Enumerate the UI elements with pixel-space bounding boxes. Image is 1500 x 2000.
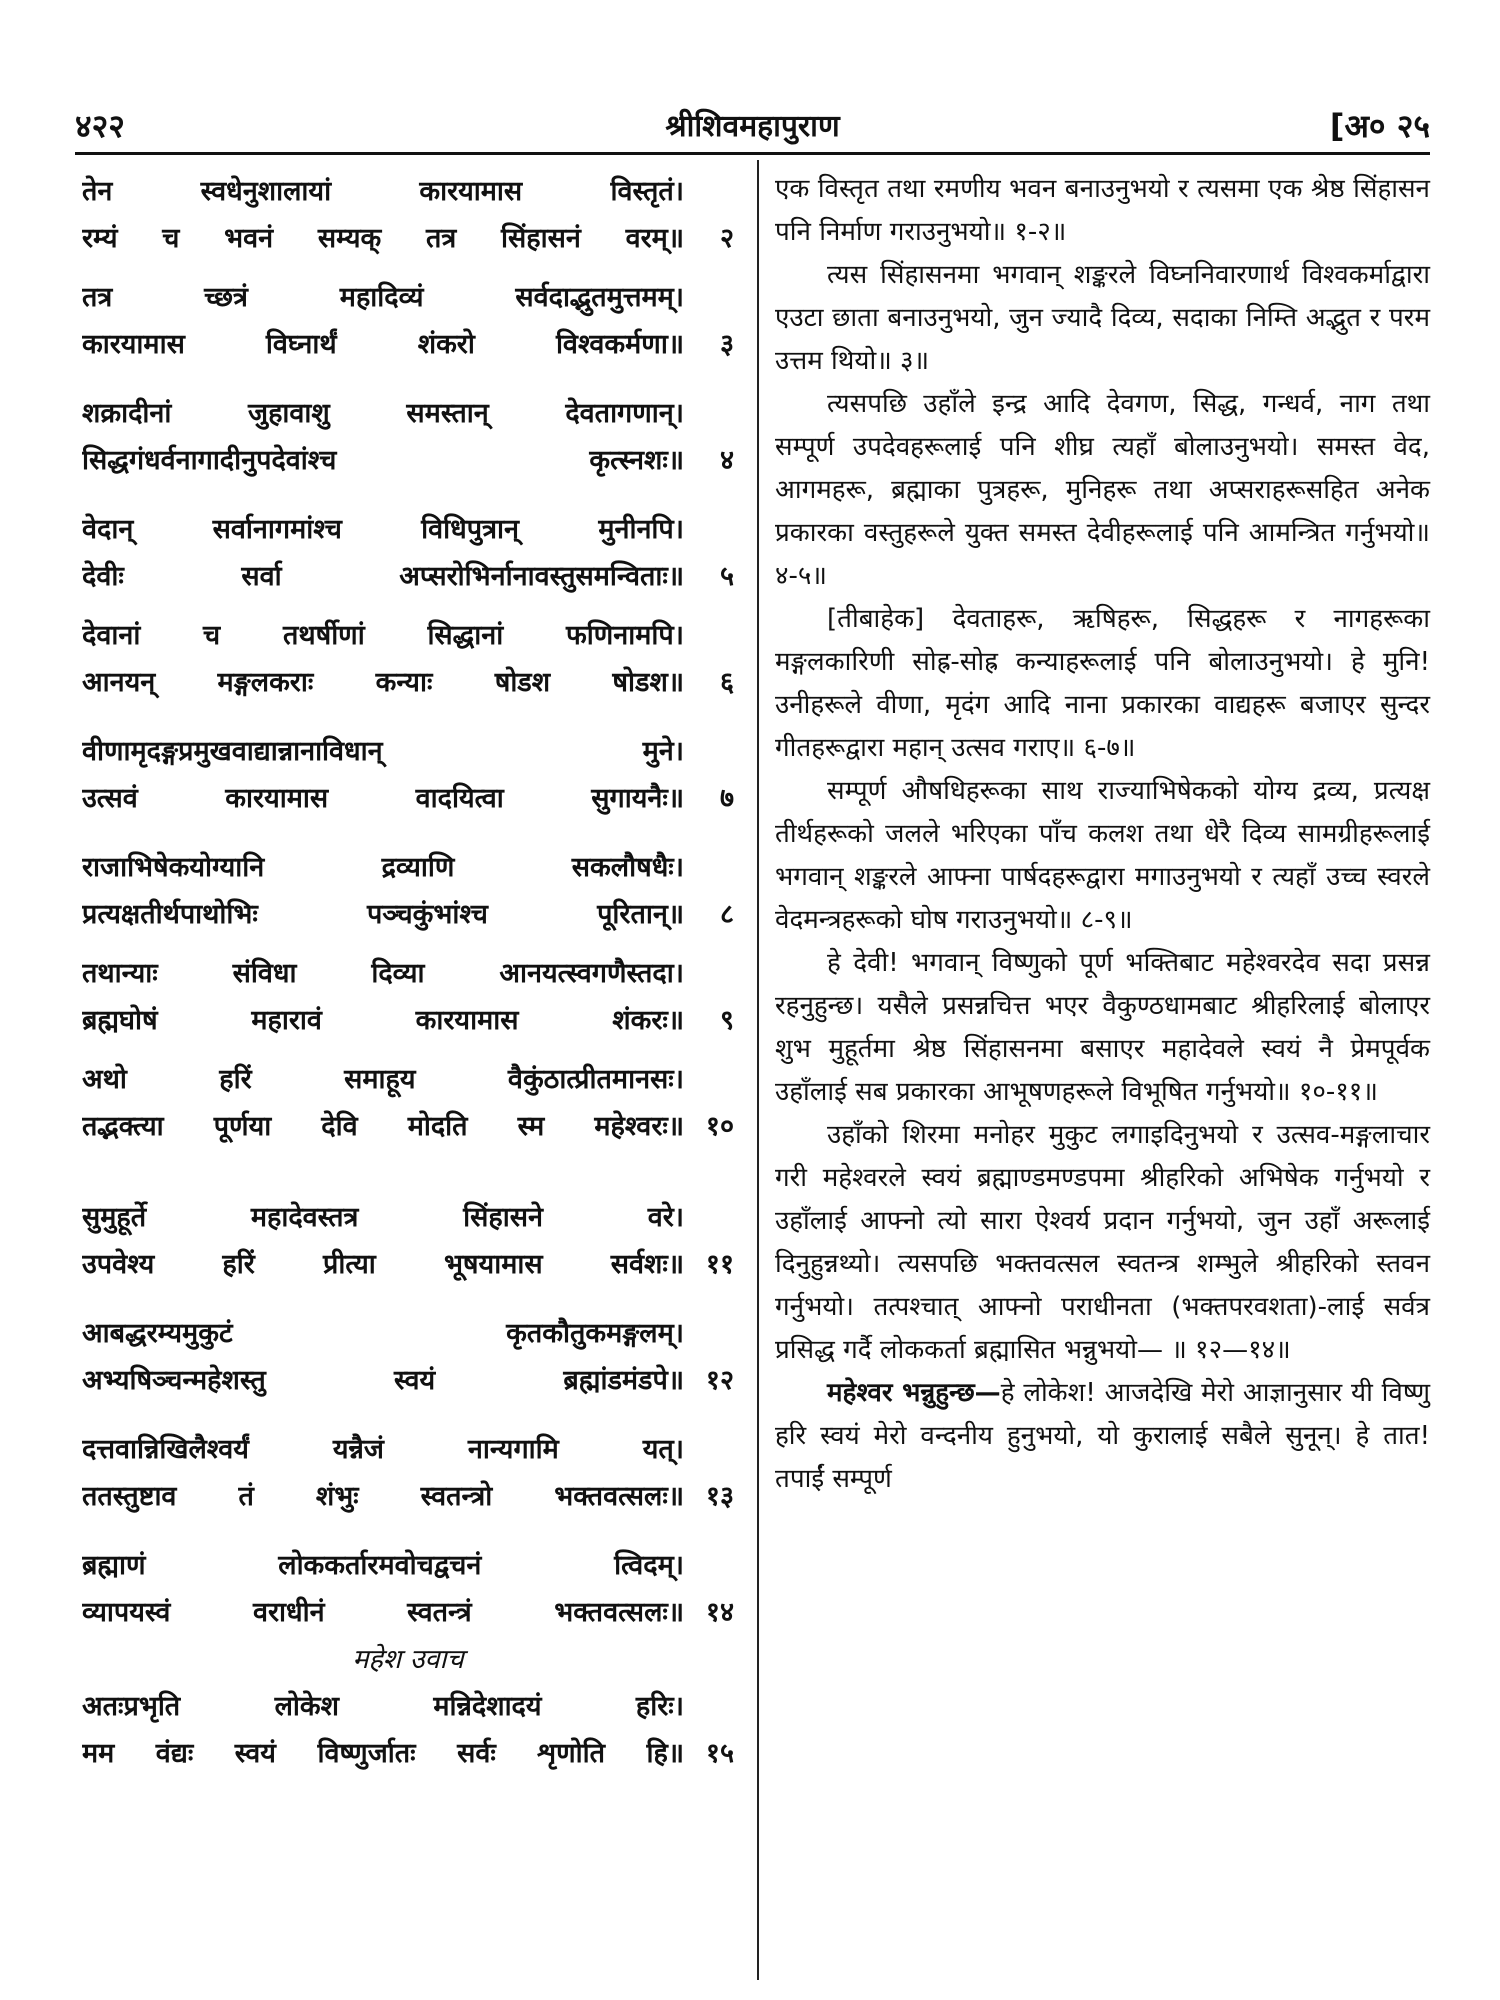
verse-number: १३ [705,1481,734,1512]
verse-line: देवानां च तथर्षीणां सिद्धानां फणिनामपि। [82,620,684,651]
verse-number: १० [705,1111,734,1142]
header-rule [75,152,1430,155]
verse-line: ब्रह्माणं लोककर्तारमवोचद्वचनं त्विदम्। [82,1550,684,1581]
verse-line: तथान्याः संविधा दिव्या आनयत्स्वगणैस्तदा। [82,958,684,989]
verse-number: २ [719,223,734,254]
page-number: ४२२ [75,107,125,145]
chapter-marker: [अ० २५ [1329,107,1430,145]
verse-6 [82,612,734,706]
translation-paragraph [775,1372,1430,1501]
verse-line: रम्यं च भवनं सम्यक् तत्र सिंहासनं वरम्॥ [82,223,684,254]
speaker-heading: महेश उवाच [352,1644,464,1675]
speaker-label: महेश्वर भन्नुहुन्छ— [827,1378,1001,1408]
verse-line: सिद्धगंधर्वनागादीनुपदेवांश्च कृत्स्नशः॥ [82,445,684,476]
verse-number: १५ [705,1738,734,1769]
verse-number: ९ [719,1005,734,1036]
column-divider [757,160,759,1980]
verse-line: उपवेश्य हरिं प्रीत्या भूषयामास सर्वशः॥ [82,1249,684,1280]
verse-line: तत्र च्छत्रं महादिव्यं सर्वदाद्भुतमुत्तमम्। [82,282,684,313]
verse-4 [82,390,734,484]
translation-paragraph: सम्पूर्ण औषधिहरूका साथ राज्याभिषेकको योग्य द्रव्य, प्रत्यक्ष तीर्थहरूको जलले भरिएका पाँच कलश तथा धेरै दिव्य सामग्रीहरूलाई भगवान् शङ्करले आफ्ना पार्षदहरूद्वारा मगाउनुभयो र त्यहाँ उच्च स्वरले वेदमन्त्रहरूको घोष गराउनुभयो॥ ८-९॥ [775,776,1430,935]
translation-paragraph: हे देवी! भगवान् विष्णुको पूर्ण भक्तिबाट महेश्वरदेव सदा प्रसन्न रहनुहुन्छ। यसैले प्रसन्नचित्त भएर वैकुण्ठधामबाट श्रीहरिलाई बोलाएर शुभ मुहूर्तमा श्रेष्ठ सिंहासनमा बसाएर महादेवले स्वयं नै प्रेमपूर्वक उहाँलाई सब प्रकारका आभूषणहरूले विभूषित गर्नुभयो॥ १०-११॥ [775,948,1430,1107]
verse-2 [82,168,734,262]
verse-7 [82,728,734,822]
verse-line: दत्तवान्निखिलैश्वर्यं यन्नैजं नान्यगामि यत्। [82,1434,684,1465]
verse-line: अतःप्रभृति लोकेश मन्निदेशादयं हरिः। [82,1691,684,1722]
verse-line: अभ्यषिञ्चन्महेशस्तु स्वयं ब्रह्मांडमंडपे॥ [82,1365,684,1396]
verse-number: ६ [719,667,734,698]
verse-line: ततस्तुष्टाव तं शंभुः स्वतन्त्रो भक्तवत्सलः॥ [82,1481,684,1512]
verse-line: मम वंद्यः स्वयं विष्णुर्जातः सर्वः शृणोति हि॥ [82,1738,684,1769]
verse-line: राजाभिषेकयोग्यानि द्रव्याणि सकलौषधैः। [82,852,684,883]
translation-paragraph: एक विस्तृत तथा रमणीय भवन बनाउनुभयो र त्यसमा एक श्रेष्ठ सिंहासन पनि निर्माण गराउनुभयो॥ १-२॥ [775,174,1430,247]
verse-line: आबद्धरम्यमुकुटं कृतकौतुकमङ्गलम्। [82,1318,684,1349]
translation-paragraph: [तीबाहेक] देवताहरू, ऋषिहरू, सिद्धहरू र नागहरूका मङ्गलकारिणी सोह्र-सोह्र कन्याहरूलाई पनि बोलाउनुभयो। हे मुनि! उनीहरूले वीणा, मृदंग आदि नाना प्रकारका वाद्यहरू बजाएर सुन्दर गीतहरूद्वारा महान् उत्सव गराए॥ ६-७॥ [775,604,1430,763]
verse-line: ब्रह्मघोषं महारावं कारयामास शंकरः॥ [82,1005,684,1036]
verse-number: ८ [719,899,734,930]
verse-number: ४ [719,445,734,476]
verse-number: ७ [719,783,734,814]
verse-number: ५ [719,561,734,592]
verse-13 [82,1426,734,1520]
verse-number: ३ [719,329,734,360]
verse-5 [82,506,734,600]
verse-3 [82,274,734,368]
verse-12 [82,1310,734,1404]
verse-line: आनयन् मङ्गलकराः कन्याः षोडश षोडश॥ [82,667,684,698]
translation-paragraph: उहाँको शिरमा मनोहर मुकुट लगाइदिनुभयो र उत्सव-मङ्गलाचार गरी महेश्वरले स्वयं ब्रह्माण्डमण्डपमा श्रीहरिको अभिषेक गर्नुभयो र उहाँलाई आफ्नो त्यो सारा ऐश्वर्य प्रदान गर्नुभयो, जुन उहाँ अरूलाई दिनुहुन्नथ्यो। त्यसपछि भक्तवत्सल स्वतन्त्र शम्भुले श्रीहरिको स्तवन गर्नुभयो। तत्पश्चात् आफ्नो पराधीनता (भक्तपरवशता)-लाई सर्वत्र प्रसिद्ध गर्दै लोककर्ता ब्रह्मासित भन्नुभयो— ॥ १२—१४॥ [775,1120,1430,1365]
verse-number: १२ [705,1365,734,1396]
verse-number: ११ [705,1249,734,1280]
verse-9 [82,950,734,1044]
verse-line: वेदान् सर्वानागमांश्च विधिपुत्रान् मुनीनपि। [82,514,684,545]
verse-10 [82,1056,734,1150]
verse-line: तेन स्वधेनुशालायां कारयामास विस्तृतं। [82,176,684,207]
verse-number: १४ [705,1597,734,1628]
verse-line: अथो हरिं समाहूय वैकुंठात्प्रीतमानसः। [82,1064,684,1095]
verse-line: व्यापयस्वं वराधीनं स्वतन्त्रं भक्तवत्सलः॥ [82,1597,684,1628]
sanskrit-column [82,168,734,1777]
verse-14 [82,1542,734,1636]
page-header [75,104,1430,152]
translation-paragraph: त्यसपछि उहाँले इन्द्र आदि देवगण, सिद्ध, गन्धर्व, नाग तथा सम्पूर्ण उपदेवहरूलाई पनि शीघ्र त्यहाँ बोलाउनुभयो। समस्त वेद, आगमहरू, ब्रह्माका पुत्रहरू, मुनिहरू तथा अप्सराहरूसहित अनेक प्रकारका वस्तुहरूले युक्त समस्त देवीहरूलाई पनि आमन्त्रित गर्नुभयो॥ ४-५॥ [775,389,1430,591]
verse-11 [82,1194,734,1288]
nepali-translation-column [775,168,1430,1501]
verse-8 [82,844,734,938]
translation-paragraph: त्यस सिंहासनमा भगवान् शङ्करले विघ्ननिवारणार्थ विश्वकर्माद्वारा एउटा छाता बनाउनुभयो, जुन ज्यादै दिव्य, सदाका निम्ति अद्भुत र परम उत्तम थियो॥ ३॥ [775,260,1430,376]
running-title: श्रीशिवमहापुराण [665,109,840,144]
translation-text: हे लोकेश! आजदेखि मेरो आज्ञानुसार यी विष्णु हरि स्वयं मेरो वन्दनीय हुनुभयो, यो कुरालाई सबैले सुनून्। हे तात! तपाईं सम्पूर्ण [775,1378,1430,1494]
verse-line: कारयामास विघ्नार्थं शंकरो विश्वकर्मणा॥ [82,329,684,360]
verse-line: देवीः सर्वा अप्सरोभिर्नानावस्तुसमन्विताः॥ [82,561,684,592]
verse-line: सुमुहूर्ते महादेवस्तत्र सिंहासने वरे। [82,1202,684,1233]
verse-line: प्रत्यक्षतीर्थपाथोभिः पञ्चकुंभांश्च पूरितान्॥ [82,899,684,930]
verse-line: उत्सवं कारयामास वादयित्वा सुगायनैः॥ [82,783,684,814]
verse-line: शक्रादीनां जुहावाशु समस्तान् देवतागणान्। [82,398,684,429]
verse-line: वीणामृदङ्गप्रमुखवाद्यान्नानाविधान् मुने। [82,736,684,767]
verse-line: तद्भक्त्या पूर्णया देवि मोदति स्म महेश्वरः॥ [82,1111,684,1142]
verse-15 [82,1683,734,1777]
